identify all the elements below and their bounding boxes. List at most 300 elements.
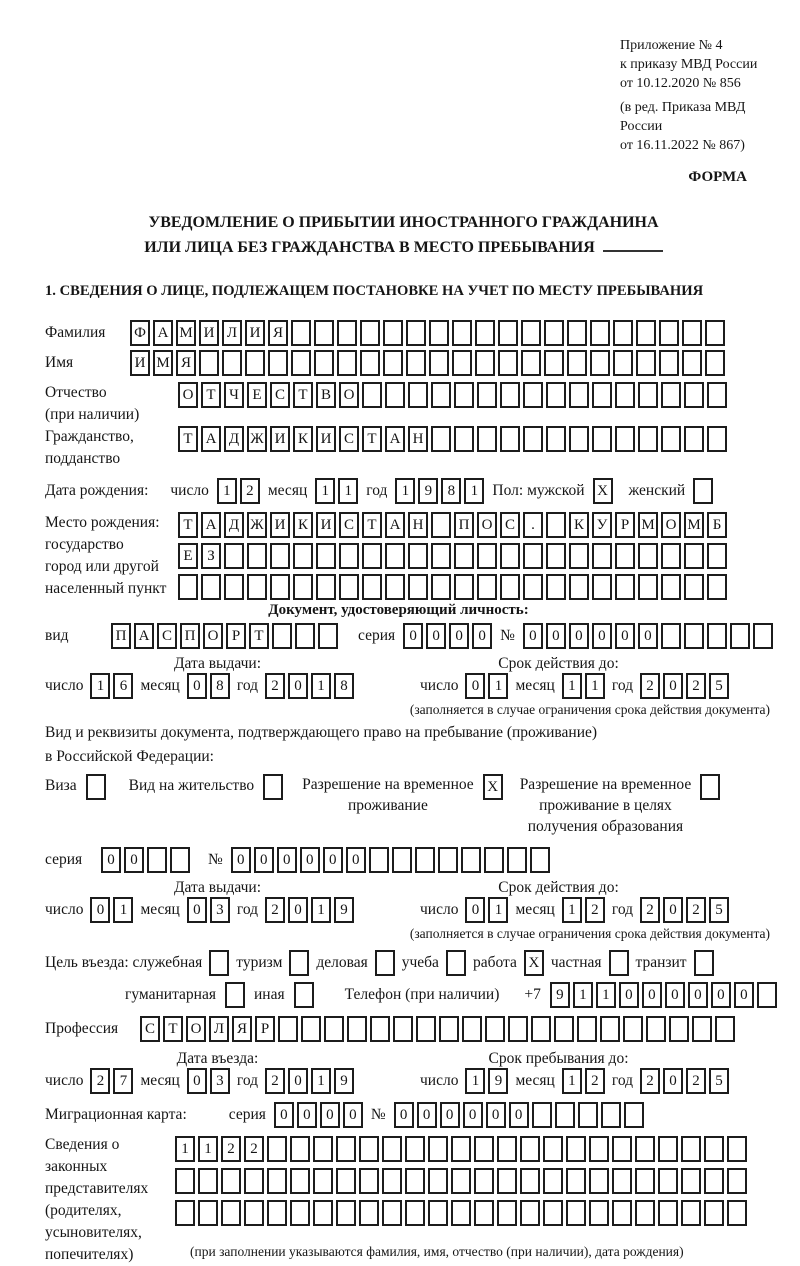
form-cell[interactable] xyxy=(408,574,428,600)
form-cell[interactable]: 0 xyxy=(417,1102,437,1128)
form-cell[interactable] xyxy=(272,623,292,649)
form-cell[interactable]: И xyxy=(270,426,290,452)
form-cell[interactable]: С xyxy=(270,382,290,408)
form-cell[interactable] xyxy=(477,574,497,600)
form-cell[interactable] xyxy=(684,426,704,452)
form-cell[interactable] xyxy=(730,623,750,649)
form-cell[interactable] xyxy=(646,1016,666,1042)
form-cell[interactable] xyxy=(451,1200,471,1226)
form-cell[interactable] xyxy=(224,543,244,569)
form-cell[interactable] xyxy=(600,1016,620,1042)
form-cell[interactable] xyxy=(704,1200,724,1226)
form-cell[interactable]: 1 xyxy=(488,897,508,923)
form-cell[interactable] xyxy=(267,1168,287,1194)
form-cell[interactable]: 9 xyxy=(334,897,354,923)
form-cell[interactable] xyxy=(313,1136,333,1162)
form-cell[interactable] xyxy=(523,426,543,452)
form-cell[interactable]: 0 xyxy=(734,982,754,1008)
form-cell[interactable] xyxy=(659,350,679,376)
form-cell[interactable]: 9 xyxy=(418,478,438,504)
form-cell[interactable] xyxy=(684,382,704,408)
form-cell[interactable] xyxy=(429,320,449,346)
form-cell[interactable] xyxy=(601,1102,621,1128)
form-cell[interactable]: 0 xyxy=(277,847,297,873)
form-cell[interactable]: 0 xyxy=(509,1102,529,1128)
form-cell[interactable] xyxy=(313,1168,333,1194)
form-cell[interactable]: 0 xyxy=(486,1102,506,1128)
form-cell[interactable] xyxy=(615,426,635,452)
form-cell[interactable]: 2 xyxy=(640,1068,660,1094)
form-cell[interactable]: П xyxy=(180,623,200,649)
form-cell[interactable]: 2 xyxy=(585,1068,605,1094)
form-cell[interactable] xyxy=(318,623,338,649)
form-cell[interactable] xyxy=(452,350,472,376)
form-cell[interactable] xyxy=(369,847,389,873)
form-cell[interactable]: О xyxy=(178,382,198,408)
form-cell[interactable]: Ч xyxy=(224,382,244,408)
form-cell[interactable]: Т xyxy=(178,512,198,538)
form-cell[interactable]: 0 xyxy=(711,982,731,1008)
form-cell[interactable] xyxy=(544,320,564,346)
form-cell[interactable] xyxy=(392,847,412,873)
form-cell[interactable]: 9 xyxy=(550,982,570,1008)
form-cell[interactable]: 3 xyxy=(210,897,230,923)
form-cell[interactable] xyxy=(175,1168,195,1194)
form-cell[interactable] xyxy=(569,426,589,452)
form-cell[interactable]: Я xyxy=(268,320,288,346)
form-cell[interactable]: 0 xyxy=(403,623,423,649)
form-cell[interactable]: К xyxy=(293,512,313,538)
form-cell[interactable]: 6 xyxy=(113,673,133,699)
form-cell[interactable] xyxy=(290,1168,310,1194)
form-cell[interactable] xyxy=(222,350,242,376)
form-cell[interactable] xyxy=(474,1168,494,1194)
form-cell[interactable] xyxy=(293,543,313,569)
form-cell[interactable] xyxy=(498,350,518,376)
form-cell[interactable] xyxy=(635,1200,655,1226)
form-cell[interactable] xyxy=(485,1016,505,1042)
form-cell[interactable]: 0 xyxy=(449,623,469,649)
form-cell[interactable] xyxy=(590,320,610,346)
form-cell[interactable] xyxy=(408,543,428,569)
form-cell[interactable]: 2 xyxy=(265,1068,285,1094)
form-cell[interactable]: А xyxy=(153,320,173,346)
form-cell[interactable]: . xyxy=(523,512,543,538)
form-cell[interactable]: 0 xyxy=(254,847,274,873)
form-cell[interactable]: Е xyxy=(178,543,198,569)
form-cell[interactable] xyxy=(612,1168,632,1194)
form-cell[interactable] xyxy=(431,543,451,569)
form-cell[interactable] xyxy=(477,543,497,569)
form-cell[interactable] xyxy=(278,1016,298,1042)
form-cell[interactable]: Т xyxy=(178,426,198,452)
checkbox-temp-residence-education[interactable] xyxy=(700,774,720,800)
form-cell[interactable]: 2 xyxy=(90,1068,110,1094)
form-cell[interactable]: Ж xyxy=(247,426,267,452)
form-cell[interactable]: Т xyxy=(362,426,382,452)
form-cell[interactable] xyxy=(521,320,541,346)
form-cell[interactable]: У xyxy=(592,512,612,538)
form-cell[interactable]: М xyxy=(176,320,196,346)
form-cell[interactable] xyxy=(362,574,382,600)
form-cell[interactable]: 1 xyxy=(315,478,335,504)
form-cell[interactable] xyxy=(707,382,727,408)
checkbox-purpose-transit[interactable] xyxy=(694,950,714,976)
form-cell[interactable]: Б xyxy=(707,512,727,538)
form-cell[interactable]: 0 xyxy=(426,623,446,649)
form-cell[interactable] xyxy=(523,382,543,408)
form-cell[interactable] xyxy=(578,1102,598,1128)
form-cell[interactable] xyxy=(707,574,727,600)
form-cell[interactable]: А xyxy=(134,623,154,649)
form-cell[interactable]: 0 xyxy=(187,673,207,699)
form-cell[interactable]: П xyxy=(454,512,474,538)
form-cell[interactable]: 0 xyxy=(472,623,492,649)
form-cell[interactable] xyxy=(500,543,520,569)
form-cell[interactable]: 0 xyxy=(523,623,543,649)
form-cell[interactable] xyxy=(753,623,773,649)
form-cell[interactable]: 7 xyxy=(113,1068,133,1094)
form-cell[interactable]: 0 xyxy=(642,982,662,1008)
form-cell[interactable] xyxy=(244,1200,264,1226)
form-cell[interactable] xyxy=(532,1102,552,1128)
form-cell[interactable]: 0 xyxy=(465,673,485,699)
form-cell[interactable]: 0 xyxy=(663,673,683,699)
form-cell[interactable]: О xyxy=(203,623,223,649)
form-cell[interactable] xyxy=(477,382,497,408)
form-cell[interactable]: 0 xyxy=(187,897,207,923)
checkbox-purpose-business[interactable] xyxy=(375,950,395,976)
form-cell[interactable]: 0 xyxy=(688,982,708,1008)
form-cell[interactable]: И xyxy=(199,320,219,346)
form-cell[interactable] xyxy=(428,1200,448,1226)
form-cell[interactable] xyxy=(405,1136,425,1162)
form-cell[interactable] xyxy=(314,320,334,346)
form-cell[interactable] xyxy=(682,320,702,346)
form-cell[interactable] xyxy=(669,1016,689,1042)
form-cell[interactable] xyxy=(566,1168,586,1194)
checkbox-residence-permit[interactable] xyxy=(263,774,283,800)
form-cell[interactable] xyxy=(661,426,681,452)
form-cell[interactable] xyxy=(383,350,403,376)
form-cell[interactable]: Я xyxy=(176,350,196,376)
form-cell[interactable]: 1 xyxy=(562,1068,582,1094)
form-cell[interactable] xyxy=(339,543,359,569)
form-cell[interactable] xyxy=(612,1136,632,1162)
form-cell[interactable] xyxy=(530,847,550,873)
form-cell[interactable]: А xyxy=(201,512,221,538)
form-cell[interactable] xyxy=(438,847,458,873)
form-cell[interactable] xyxy=(336,1168,356,1194)
form-cell[interactable] xyxy=(199,350,219,376)
form-cell[interactable] xyxy=(543,1200,563,1226)
form-cell[interactable]: 0 xyxy=(615,623,635,649)
form-cell[interactable]: А xyxy=(201,426,221,452)
form-cell[interactable]: 2 xyxy=(244,1136,264,1162)
form-cell[interactable]: 0 xyxy=(665,982,685,1008)
form-cell[interactable] xyxy=(544,350,564,376)
form-cell[interactable] xyxy=(497,1168,517,1194)
form-cell[interactable] xyxy=(474,1200,494,1226)
form-cell[interactable] xyxy=(638,543,658,569)
form-cell[interactable]: А xyxy=(385,512,405,538)
form-cell[interactable] xyxy=(543,1168,563,1194)
form-cell[interactable] xyxy=(198,1168,218,1194)
form-cell[interactable]: Н xyxy=(408,426,428,452)
form-cell[interactable]: 0 xyxy=(124,847,144,873)
form-cell[interactable]: О xyxy=(339,382,359,408)
form-cell[interactable]: 0 xyxy=(300,847,320,873)
form-cell[interactable]: С xyxy=(339,426,359,452)
form-cell[interactable] xyxy=(451,1136,471,1162)
form-cell[interactable]: 1 xyxy=(562,673,582,699)
form-cell[interactable] xyxy=(270,543,290,569)
form-cell[interactable] xyxy=(531,1016,551,1042)
form-cell[interactable] xyxy=(682,350,702,376)
form-cell[interactable]: Д xyxy=(224,426,244,452)
form-cell[interactable] xyxy=(408,382,428,408)
form-cell[interactable] xyxy=(221,1200,241,1226)
form-cell[interactable] xyxy=(635,1136,655,1162)
form-cell[interactable]: 0 xyxy=(187,1068,207,1094)
form-cell[interactable] xyxy=(290,1136,310,1162)
form-cell[interactable]: 0 xyxy=(663,1068,683,1094)
form-cell[interactable]: 0 xyxy=(231,847,251,873)
form-cell[interactable] xyxy=(382,1136,402,1162)
form-cell[interactable] xyxy=(520,1136,540,1162)
form-cell[interactable]: 0 xyxy=(569,623,589,649)
form-cell[interactable] xyxy=(347,1016,367,1042)
form-cell[interactable] xyxy=(301,1016,321,1042)
checkbox-visa[interactable] xyxy=(86,774,106,800)
form-cell[interactable] xyxy=(454,543,474,569)
form-cell[interactable] xyxy=(267,1200,287,1226)
form-cell[interactable] xyxy=(615,543,635,569)
form-cell[interactable] xyxy=(592,574,612,600)
form-cell[interactable] xyxy=(431,512,451,538)
form-cell[interactable] xyxy=(475,320,495,346)
form-cell[interactable]: С xyxy=(140,1016,160,1042)
form-cell[interactable] xyxy=(316,574,336,600)
form-cell[interactable] xyxy=(452,320,472,346)
form-cell[interactable] xyxy=(661,574,681,600)
form-cell[interactable] xyxy=(705,320,725,346)
form-cell[interactable]: 1 xyxy=(395,478,415,504)
form-cell[interactable]: 0 xyxy=(463,1102,483,1128)
form-cell[interactable] xyxy=(293,574,313,600)
form-cell[interactable]: 2 xyxy=(640,897,660,923)
checkbox-sex-female[interactable] xyxy=(693,478,713,504)
form-cell[interactable]: 1 xyxy=(90,673,110,699)
form-cell[interactable]: И xyxy=(316,512,336,538)
form-cell[interactable] xyxy=(382,1168,402,1194)
form-cell[interactable]: И xyxy=(130,350,150,376)
form-cell[interactable]: 1 xyxy=(198,1136,218,1162)
form-cell[interactable] xyxy=(757,982,777,1008)
form-cell[interactable] xyxy=(566,1136,586,1162)
form-cell[interactable] xyxy=(431,426,451,452)
form-cell[interactable]: 0 xyxy=(592,623,612,649)
form-cell[interactable] xyxy=(569,382,589,408)
form-cell[interactable] xyxy=(406,320,426,346)
form-cell[interactable]: 2 xyxy=(640,673,660,699)
form-cell[interactable]: О xyxy=(186,1016,206,1042)
form-cell[interactable]: Т xyxy=(249,623,269,649)
form-cell[interactable]: 0 xyxy=(288,1068,308,1094)
form-cell[interactable] xyxy=(339,574,359,600)
form-cell[interactable] xyxy=(415,847,435,873)
form-cell[interactable] xyxy=(508,1016,528,1042)
form-cell[interactable] xyxy=(291,350,311,376)
form-cell[interactable]: 1 xyxy=(488,673,508,699)
form-cell[interactable] xyxy=(360,350,380,376)
form-cell[interactable] xyxy=(577,1016,597,1042)
form-cell[interactable]: 0 xyxy=(663,897,683,923)
form-cell[interactable] xyxy=(705,350,725,376)
form-cell[interactable]: Ф xyxy=(130,320,150,346)
form-cell[interactable]: 2 xyxy=(686,673,706,699)
form-cell[interactable] xyxy=(336,1136,356,1162)
form-cell[interactable] xyxy=(500,574,520,600)
form-cell[interactable]: Т xyxy=(163,1016,183,1042)
form-cell[interactable]: 0 xyxy=(288,673,308,699)
form-cell[interactable] xyxy=(405,1200,425,1226)
form-cell[interactable]: И xyxy=(270,512,290,538)
form-cell[interactable] xyxy=(681,1136,701,1162)
form-cell[interactable]: 0 xyxy=(346,847,366,873)
form-cell[interactable] xyxy=(500,382,520,408)
form-cell[interactable]: 9 xyxy=(334,1068,354,1094)
form-cell[interactable]: 0 xyxy=(101,847,121,873)
form-cell[interactable] xyxy=(566,1200,586,1226)
form-cell[interactable] xyxy=(295,623,315,649)
form-cell[interactable]: 1 xyxy=(311,897,331,923)
form-cell[interactable]: Я xyxy=(232,1016,252,1042)
form-cell[interactable] xyxy=(439,1016,459,1042)
form-cell[interactable]: П xyxy=(111,623,131,649)
form-cell[interactable]: З xyxy=(201,543,221,569)
form-cell[interactable]: Р xyxy=(615,512,635,538)
form-cell[interactable]: О xyxy=(661,512,681,538)
form-cell[interactable]: А xyxy=(385,426,405,452)
form-cell[interactable] xyxy=(497,1136,517,1162)
form-cell[interactable]: 5 xyxy=(709,673,729,699)
form-cell[interactable] xyxy=(612,1200,632,1226)
form-cell[interactable]: 1 xyxy=(585,673,605,699)
form-cell[interactable] xyxy=(707,623,727,649)
form-cell[interactable] xyxy=(615,574,635,600)
form-cell[interactable] xyxy=(382,1200,402,1226)
form-cell[interactable] xyxy=(704,1136,724,1162)
form-cell[interactable] xyxy=(385,543,405,569)
form-cell[interactable] xyxy=(247,543,267,569)
form-cell[interactable] xyxy=(590,350,610,376)
form-cell[interactable] xyxy=(245,350,265,376)
form-cell[interactable] xyxy=(615,382,635,408)
form-cell[interactable]: 9 xyxy=(488,1068,508,1094)
form-cell[interactable] xyxy=(569,574,589,600)
form-cell[interactable] xyxy=(247,574,267,600)
form-cell[interactable]: С xyxy=(339,512,359,538)
form-cell[interactable] xyxy=(484,847,504,873)
form-cell[interactable]: И xyxy=(245,320,265,346)
form-cell[interactable] xyxy=(567,350,587,376)
form-cell[interactable]: 2 xyxy=(221,1136,241,1162)
form-cell[interactable]: 1 xyxy=(464,478,484,504)
form-cell[interactable] xyxy=(175,1200,195,1226)
form-cell[interactable] xyxy=(635,1168,655,1194)
form-cell[interactable] xyxy=(567,320,587,346)
form-cell[interactable] xyxy=(170,847,190,873)
form-cell[interactable] xyxy=(638,382,658,408)
form-cell[interactable] xyxy=(314,350,334,376)
form-cell[interactable]: 0 xyxy=(320,1102,340,1128)
form-cell[interactable] xyxy=(244,1168,264,1194)
form-cell[interactable] xyxy=(589,1168,609,1194)
form-cell[interactable] xyxy=(707,426,727,452)
form-cell[interactable] xyxy=(543,1136,563,1162)
form-cell[interactable]: 0 xyxy=(323,847,343,873)
form-cell[interactable] xyxy=(523,574,543,600)
form-cell[interactable] xyxy=(454,426,474,452)
form-cell[interactable] xyxy=(359,1168,379,1194)
form-cell[interactable] xyxy=(360,320,380,346)
form-cell[interactable] xyxy=(546,426,566,452)
form-cell[interactable] xyxy=(313,1200,333,1226)
form-cell[interactable] xyxy=(636,350,656,376)
form-cell[interactable]: Т xyxy=(362,512,382,538)
form-cell[interactable]: 2 xyxy=(265,673,285,699)
form-cell[interactable] xyxy=(613,350,633,376)
form-cell[interactable]: 1 xyxy=(175,1136,195,1162)
form-cell[interactable] xyxy=(520,1168,540,1194)
form-cell[interactable] xyxy=(659,320,679,346)
form-cell[interactable] xyxy=(270,574,290,600)
form-cell[interactable] xyxy=(727,1168,747,1194)
form-cell[interactable] xyxy=(428,1168,448,1194)
form-cell[interactable]: Р xyxy=(255,1016,275,1042)
form-cell[interactable]: Л xyxy=(209,1016,229,1042)
form-cell[interactable] xyxy=(337,350,357,376)
form-cell[interactable]: С xyxy=(500,512,520,538)
form-cell[interactable] xyxy=(727,1200,747,1226)
form-cell[interactable] xyxy=(474,1136,494,1162)
checkbox-purpose-other[interactable] xyxy=(294,982,314,1008)
form-cell[interactable]: Н xyxy=(408,512,428,538)
form-cell[interactable]: К xyxy=(569,512,589,538)
form-cell[interactable]: 3 xyxy=(210,1068,230,1094)
form-cell[interactable] xyxy=(658,1200,678,1226)
form-cell[interactable]: 0 xyxy=(546,623,566,649)
form-cell[interactable]: О xyxy=(477,512,497,538)
form-cell[interactable] xyxy=(681,1200,701,1226)
form-cell[interactable]: 0 xyxy=(343,1102,363,1128)
form-cell[interactable] xyxy=(290,1200,310,1226)
form-cell[interactable] xyxy=(221,1168,241,1194)
form-cell[interactable] xyxy=(624,1102,644,1128)
checkbox-temp-residence[interactable]: X xyxy=(483,774,503,800)
form-cell[interactable]: 2 xyxy=(686,897,706,923)
form-cell[interactable]: 1 xyxy=(311,1068,331,1094)
form-cell[interactable] xyxy=(521,350,541,376)
form-cell[interactable]: 0 xyxy=(465,897,485,923)
form-cell[interactable] xyxy=(661,382,681,408)
form-cell[interactable] xyxy=(592,543,612,569)
form-cell[interactable]: 5 xyxy=(709,1068,729,1094)
form-cell[interactable]: 8 xyxy=(210,673,230,699)
form-cell[interactable] xyxy=(405,1168,425,1194)
form-cell[interactable] xyxy=(429,350,449,376)
